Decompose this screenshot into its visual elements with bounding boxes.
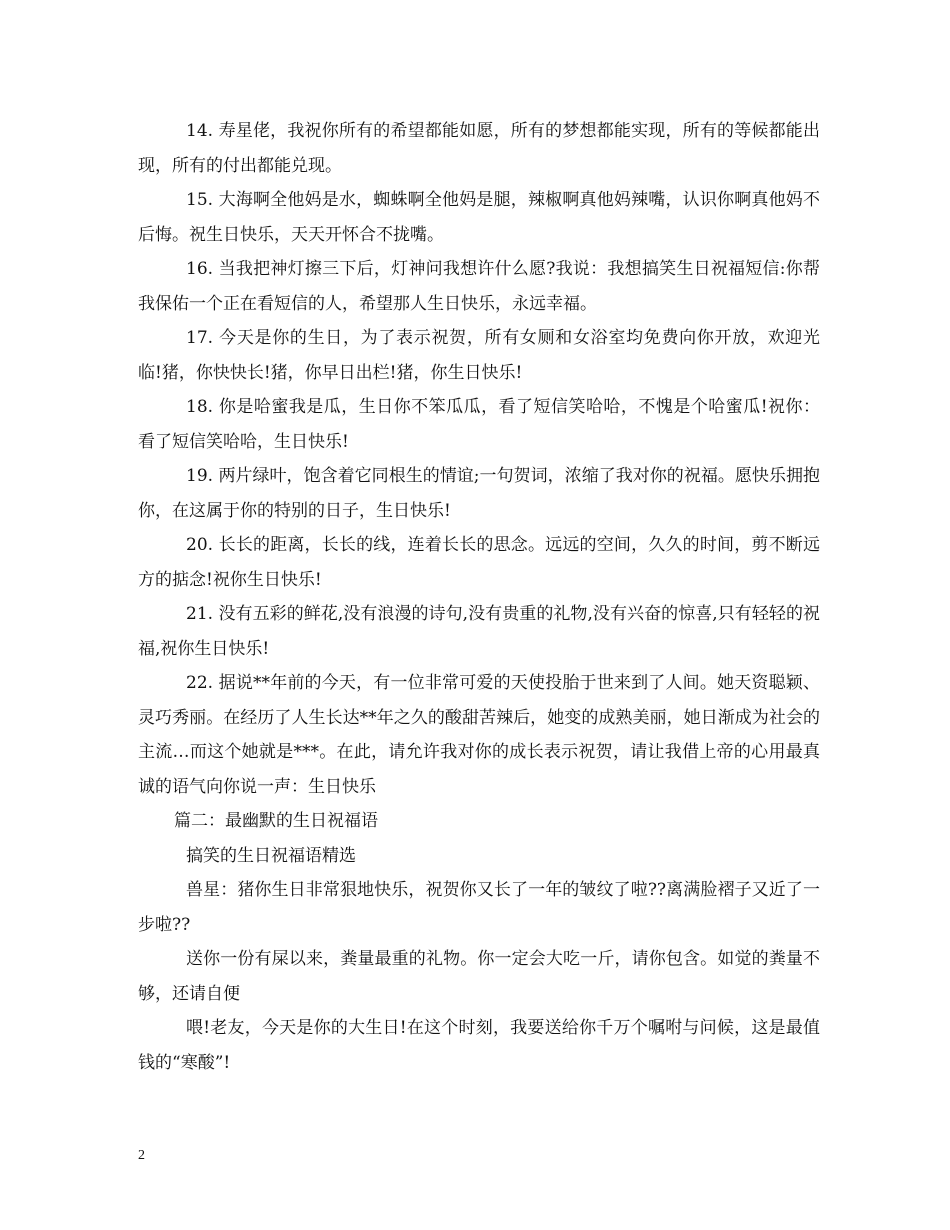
list-item: 17. 今天是你的生日，为了表示祝贺，所有女厕和女浴室均免费向你开放，欢迎光临!猪，你快快长!猪，你早日出栏!猪，你生日快乐! <box>138 328 820 383</box>
list-item: 22. 据说**年前的今天，有一位非常可爱的天使投胎于世来到了人间。她天资聪颖、灵巧秀丽。在经历了人生长达**年之久的酸甜苦辣后，她变的成熟美丽，她日渐成为社会的主流…而这个她就是***。在此，请允许我对你的成长表示祝贺，请让我借上帝的心用最真诚的语气向你说一声：生日快乐 <box>138 673 820 797</box>
list-item: 19. 两片绿叶，饱含着它同根生的情谊;一句贺词，浓缩了我对你的祝福。愿快乐拥抱你，在这属于你的特别的日子，生日快乐! <box>138 466 820 521</box>
section-heading: 篇二：最幽默的生日祝福语 <box>174 811 378 831</box>
section-subheading: 搞笑的生日祝福语精选 <box>186 845 356 866</box>
list-item: 21. 没有五彩的鲜花,没有浪漫的诗句,没有贵重的礼物,没有兴奋的惊喜,只有轻轻的祝福,祝你生日快乐! <box>138 604 820 659</box>
page-number: 2 <box>138 1148 145 1163</box>
list-item: 14. 寿星佬，我祝你所有的希望都能如愿，所有的梦想都能实现，所有的等候都能出现，所有的付出都能兑现。 <box>138 121 820 176</box>
list-item: 15. 大海啊全他妈是水，蜘蛛啊全他妈是腿，辣椒啊真他妈辣嘴，认识你啊真他妈不后悔。祝生日快乐，天天开怀合不拢嘴。 <box>138 190 820 245</box>
list-item: 18. 你是哈蜜我是瓜，生日你不笨瓜瓜，看了短信笑哈哈，不愧是个哈蜜瓜!祝你：看了短信笑哈哈，生日快乐! <box>138 397 820 452</box>
list-item: 20. 长长的距离，长长的线，连着长长的思念。远远的空间，久久的时间，剪不断远方的掂念!祝你生日快乐! <box>138 535 820 590</box>
body-paragraph: 送你一份有屎以来，粪量最重的礼物。你一定会大吃一斤，请你包含。如觉的粪量不够，还请自便 <box>138 949 820 1004</box>
body-paragraph: 兽星：猪你生日非常狠地快乐，祝贺你又长了一年的皱纹了啦??离满脸褶子又近了一步啦?? <box>138 880 820 935</box>
body-paragraph: 喂!老友，今天是你的大生日!在这个时刻，我要送给你千万个嘱咐与问候，这是最值钱的“寒酸”! <box>138 1018 820 1073</box>
page-content <box>138 114 820 1080</box>
list-item: 16. 当我把神灯擦三下后，灯神问我想许什么愿?我说：我想搞笑生日祝福短信:你帮我保佑一个正在看短信的人，希望那人生日快乐，永远幸福。 <box>138 259 820 314</box>
